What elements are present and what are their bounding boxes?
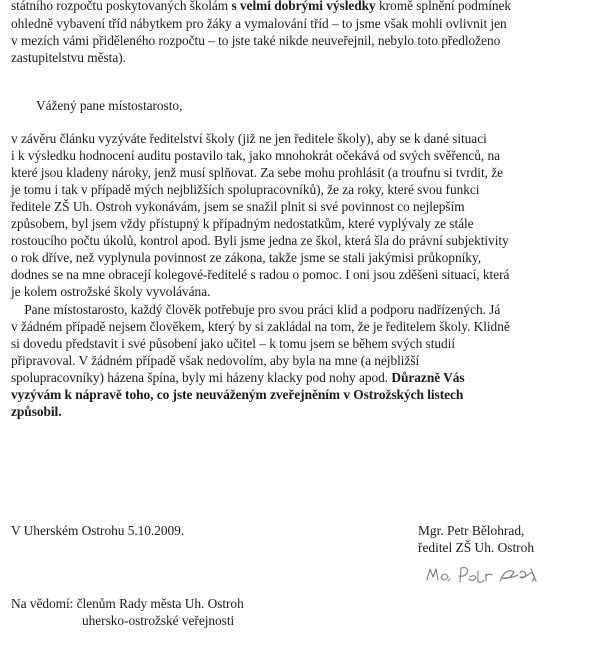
cc-recipient-1: členům Rady města Uh. Ostroh [73,596,244,611]
para2-line-1: Pane místostarosto, každý člověk potřebuje pro svou práci klid a podporu nadřízených. Já [11,302,501,317]
intro-line-4: zastupitelstvu města). [11,50,126,65]
signature-scribble [424,561,554,591]
para1-line: i k výsledku hodnocení auditu postavilo tak, jako mnohokrát očekává od svých svěřenců, na [11,148,501,163]
para1-line: způsobem, byl jsem vždy přístupný k případným nedostatkům, které vyplývaly ze stále [11,216,474,231]
para1-line: které jsou kladeny nároky, jenž musí splňovat. Za sebe mohu prohlásit (a troufnu si tvrdit, že [11,165,503,180]
place-date: V Uherském Ostrohu 5.10.2009. [11,523,185,538]
salutation: Vážený pane místostarosto, [36,98,183,113]
cc-line-1 [11,596,244,612]
signatory-title: ředitel ZŠ Uh. Ostroh [418,540,535,555]
para1-line: rostoucího počtu úkolů, kontrol apod. Byli jsme jedna ze škol, která šla do právní subjektivity [11,233,509,248]
para2-text: spolupracovníky) házena špína, byly mi házeny klacky pod nohy apod. [11,370,392,385]
para1-line: o rok dříve, než vyplynula povinnost ze zákona, takže jsme se stali jakýmisi průkopníky, [11,250,481,265]
intro-text: státního rozpočtu poskytovaných školám [11,0,232,13]
para1-line: v závěru článku vyzýváte ředitelství školy (již ne jen ředitele školy), aby se k dané situaci [11,131,487,146]
intro-line-2: ohledně vybavení tříd nábytkem pro žáky a vymalování tříd – to jsme však mohli ovlivnit jen [11,16,507,31]
para2-line-3: si dovedu představit i své působení jako učitel – k tomu jsem se během svých studií [11,336,455,351]
para2-line-4: připravoval. V žádném případě však nedovolím, aby byla na mne (a nejbližší [11,353,420,368]
intro-text-end: kromě splnění podmínek [375,0,512,13]
para2-line-2: v žádném případě nejsem člověkem, který by si zakládal na tom, že je ředitelem školy. Klidně [11,319,510,334]
para2-emphasis: Důrazně Vás [391,370,465,385]
handwritten-signature [424,561,554,591]
para1-line: ředitele ZŠ Uh. Ostroh vykonávám, jsem se snažil plnit si své povinnost co nejlepším [11,199,465,214]
para1-line: je tomu i tak v případě mých nejbližších spolupracovníků), že za roky, které svou funkci [11,182,480,197]
para1-line: je kolem ostrožské školy vyvolávána. [11,284,211,299]
cc-recipient-2: uhersko-ostrožské veřejnosti [82,613,235,628]
para1-line: dodnes se na mne obracejí kolegové-ředitelé s radou o pomoc. I oni jsou zděšeni situací, která [11,267,510,282]
intro-line-1 [11,0,511,14]
para2-line-7: způsobil. [11,404,62,419]
para2-line-6: vyzývám k nápravě toho, co jste neuváženým zveřejněním v Ostrožských listech [11,387,464,402]
cc-label: Na vědomí: [11,596,74,611]
intro-line-3: v mezích vámi přiděleného rozpočtu – to jste také nikde neuveřejnil, nebylo toto předloženo [11,33,501,48]
para2-line-5 [11,370,465,386]
intro-emphasis: s velmi dobrými výsledky [231,0,376,13]
signatory-name: Mgr. Petr Bělohrad, [418,523,525,538]
